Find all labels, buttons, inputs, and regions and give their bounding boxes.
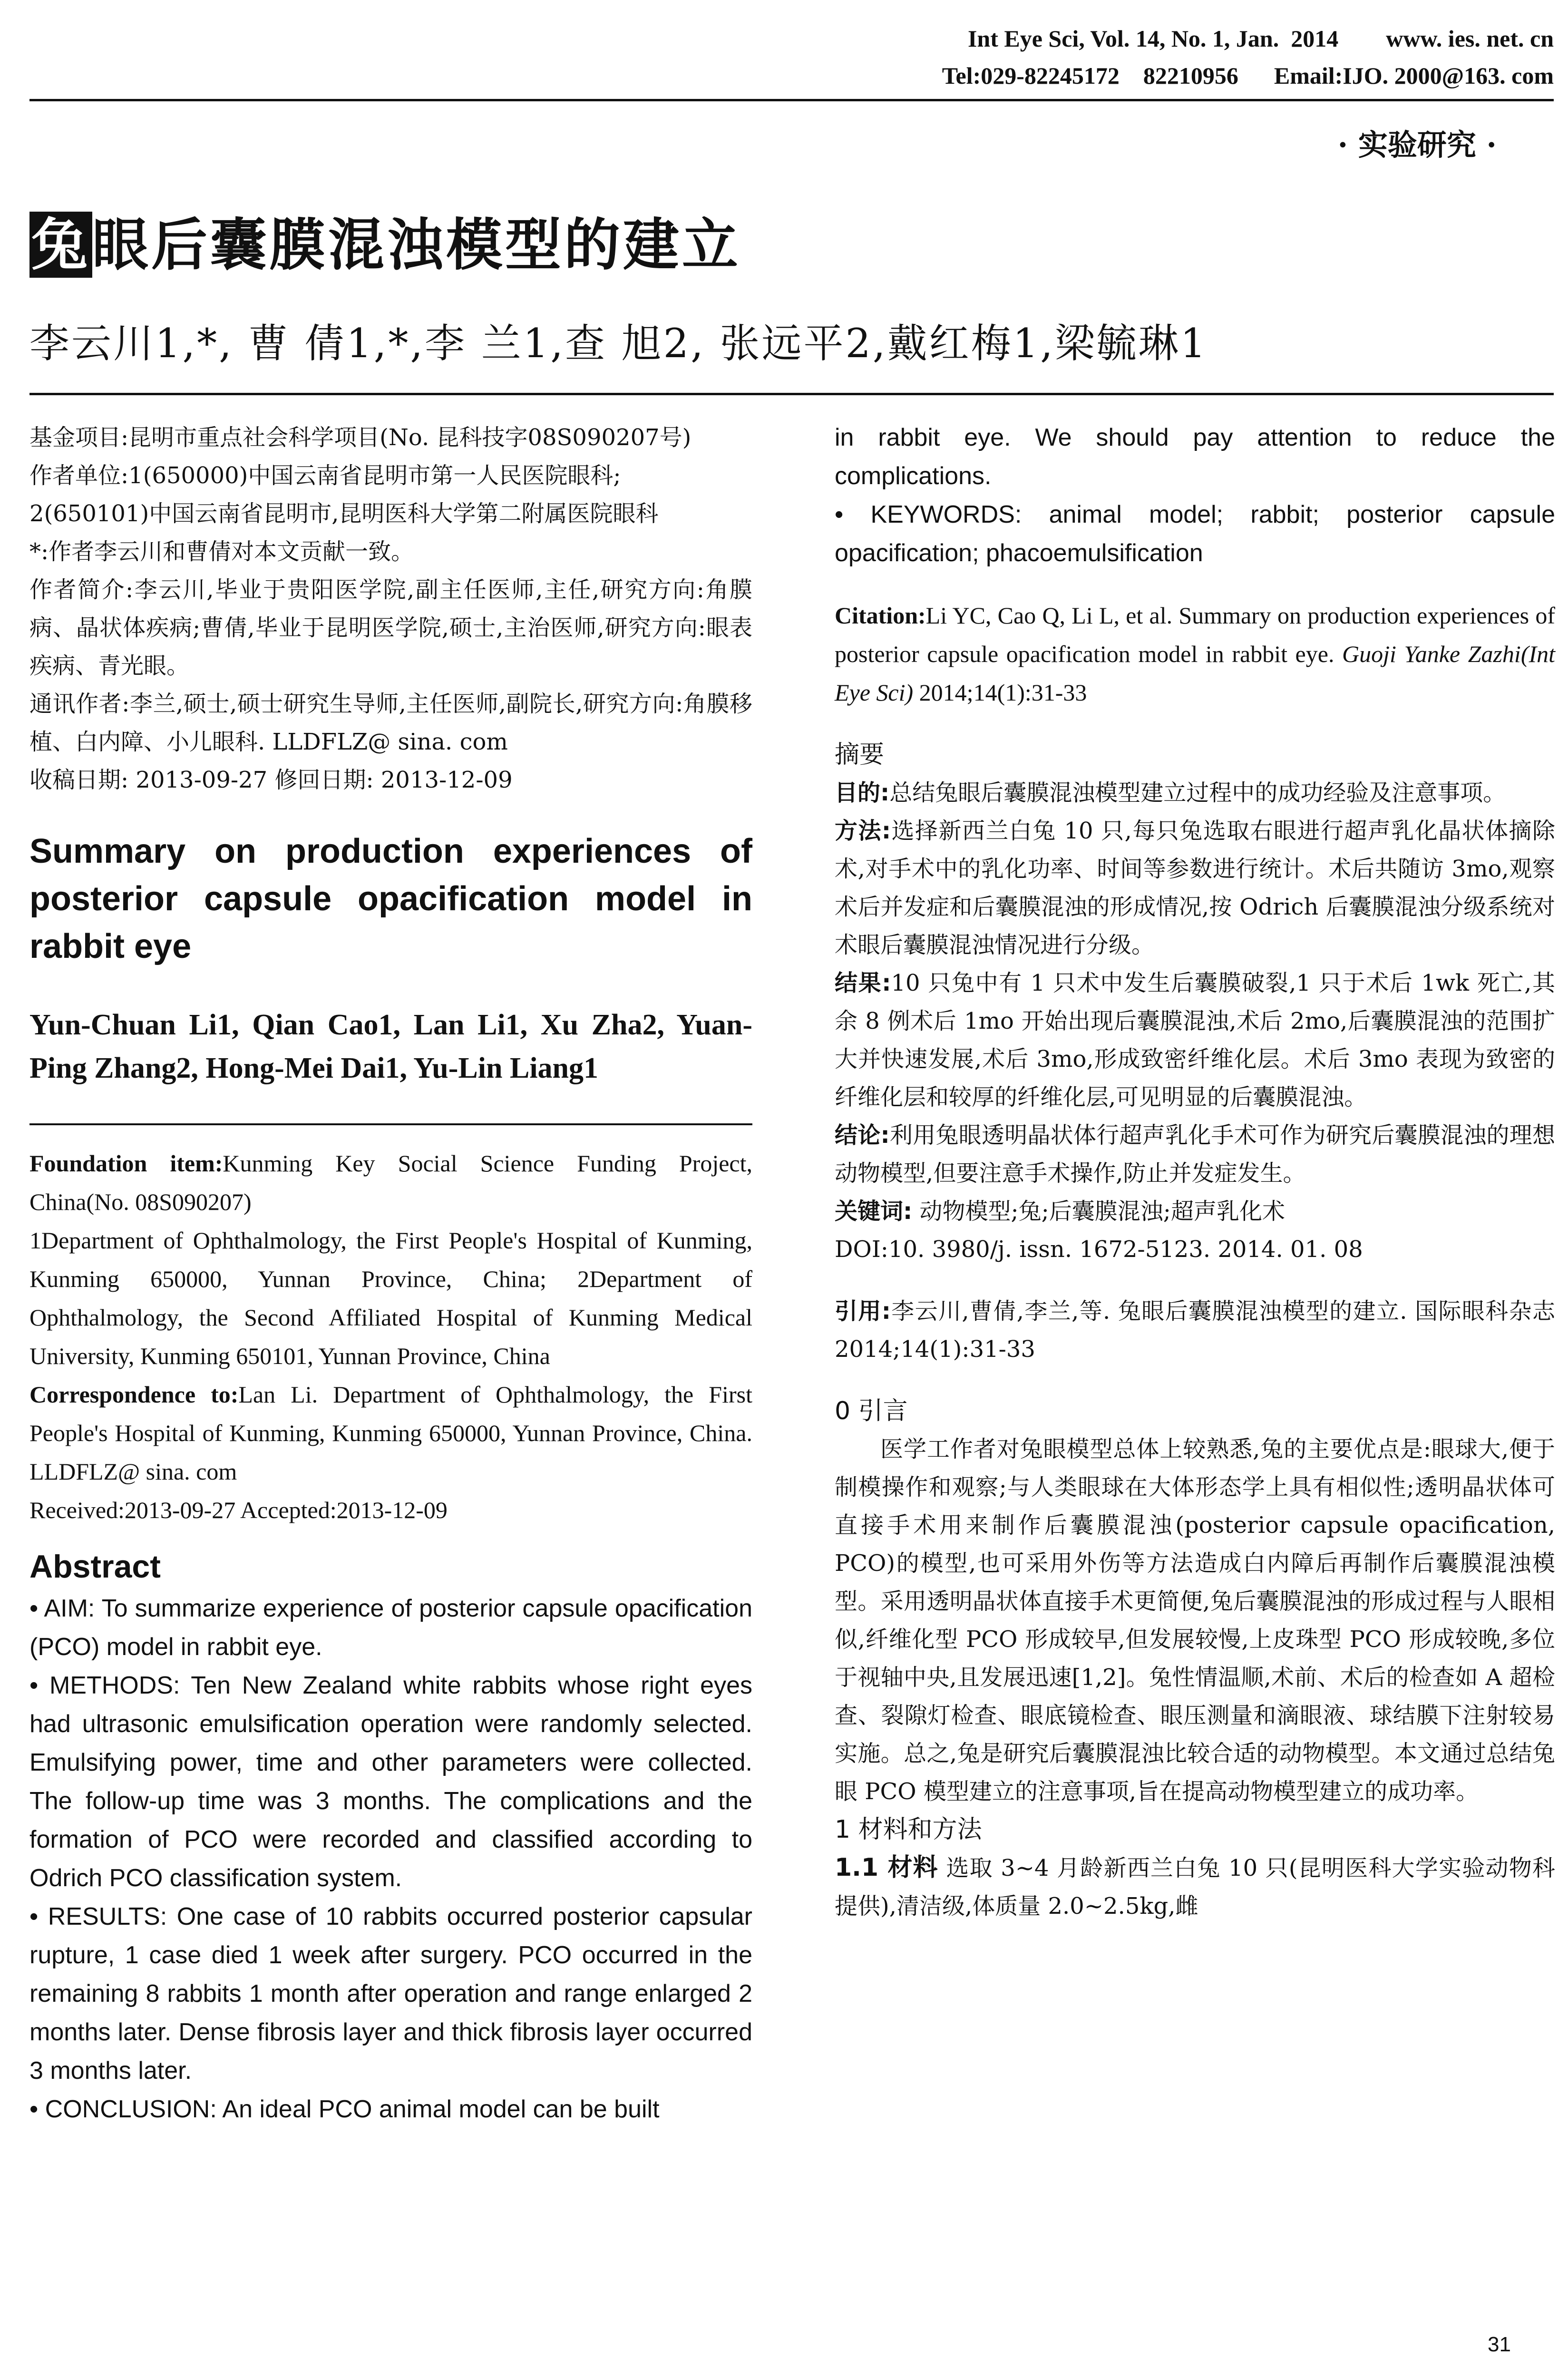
conclusion-label: 结论:	[835, 1122, 890, 1149]
cite-text: 李云川,曹倩,李兰,等. 兔眼后囊膜混浊模型的建立. 国际眼科杂志 2014;14(1):31-33	[835, 1298, 1555, 1363]
citation-journal: Guoji Yanke Zazhi(Int Eye Sci)	[835, 641, 1556, 706]
correspondence-en	[29, 1375, 752, 1491]
foundation-label: Foundation item:	[29, 1150, 223, 1177]
column-rule	[29, 1123, 752, 1125]
correspondence-cn: 通讯作者:李兰,硕士,硕士研究生导师,主任医师,副院长,研究方向:角膜移植、白内障、小儿眼科. LLDFLZ@ sina. com	[29, 691, 752, 755]
right-column	[835, 419, 1555, 1925]
citation-label: Citation:	[835, 602, 926, 629]
author-unit-3: *:作者李云川和曹倩对本文贡献一致。	[29, 538, 414, 565]
methods-text: 选择新西兰白兔 10 只,每只兔选取右眼进行超声乳化晶状体摘除术,对手术中的乳化功率、时间等参数进行统计。术后共随访 3mo,观察术后并发症和后囊膜混浊的形成情况,按 Odrich 后囊膜混浊分级系统对术眼后囊膜混浊情况进行分级。	[835, 818, 1556, 958]
cite-cn	[835, 1292, 1555, 1368]
section-1-1	[835, 1849, 1555, 1925]
keywords-label: 关键词:	[835, 1198, 913, 1225]
abstract-results: • RESULTS: One case of 10 rabbits occurred posterior capsular rupture, 1 case died 1 week after surgery. PCO occurred in the remaining 8 rabbits 1 month after operation and range enlarged 2 months later. Dense fibrosis layer and thick fibrosis layer occurred 3 months later.	[29, 1903, 752, 2085]
doi: DOI:10. 3980/j. issn. 1672-5123. 2014. 01. 08	[835, 1236, 1363, 1263]
section-1-1-label: 1.1 材料	[835, 1853, 938, 1882]
citation-tail: 2014;14(1):31-33	[919, 679, 1087, 706]
correspondence-text: Lan Li. Department of Ophthalmology, the First People's Hospital of Kunming, Kunming 650000, Yunnan Province, China. LLDFLZ@ sina. com	[29, 1381, 753, 1485]
authors-cn: 李云川1,*, 曹 倩1,*,李 兰1,查 旭2, 张远平2,戴红梅1,梁毓琳1	[29, 320, 1208, 367]
header-rule	[29, 99, 1554, 101]
foundation-item-en	[29, 1144, 752, 1221]
intro-heading: 0 引言	[835, 1397, 908, 1425]
abstract-cn-keywords	[835, 1192, 1555, 1230]
abstract-cn-heading: 摘要	[835, 740, 885, 769]
aim-text: 总结兔眼后囊膜混浊模型建立过程中的成功经验及注意事项。	[889, 779, 1506, 806]
author-unit-1: 作者单位:1(650000)中国云南省昆明市第一人民医院眼科;	[29, 462, 621, 489]
abstract-cn-methods	[835, 812, 1555, 964]
citation-text: Li YC, Cao Q, Li L, et al. Summary on production experiences of posterior capsule opacification model in rabbit eye.	[835, 602, 1555, 667]
journal-contact-line: Tel:029-82245172 82210956 Email:IJO. 2000@163. com	[942, 62, 1554, 89]
english-title: Summary on production experiences of posterior capsule opacification model in rabbit eye	[29, 832, 752, 965]
methods-label: 方法:	[835, 818, 891, 844]
abstract-conclusion: • CONCLUSION: An ideal PCO animal model can be built	[29, 2095, 660, 2123]
fund-item: 基金项目:昆明市重点社会科学项目(No. 昆科技字08S090207号)	[29, 424, 691, 451]
abstract-conclusion-cont: in rabbit eye. We should pay attention to reduce the complications.	[835, 424, 1555, 490]
dates-cn: 收稿日期: 2013-09-27 修回日期: 2013-12-09	[29, 767, 513, 793]
citation-en	[835, 596, 1555, 712]
title-rest: 眼后囊膜混浊模型的建立	[92, 212, 741, 278]
departments-en: 1Department of Ophthalmology, the First People's Hospital of Kunming, Kunming 650000, Yunnan Province, China; 2Department of Ophthalmology, the Second Affiliated Hospital of Kunming Medical University, Kunming 650101, Yunnan Province, China	[29, 1227, 752, 1369]
section-tag: · 实验研究 ·	[1337, 127, 1497, 162]
left-column	[29, 419, 752, 2129]
received-accepted: Received:2013-09-27 Accepted:2013-12-09	[29, 1497, 448, 1523]
aim-label: 目的:	[835, 779, 890, 806]
author-unit-2: 2(650101)中国云南省昆明市,昆明医科大学第二附属医院眼科	[29, 500, 659, 527]
english-authors: Yun-Chuan Li1, Qian Cao1, Lan Li1, Xu Zha2, Yuan-Ping Zhang2, Hong-Mei Dai1, Yu-Lin Liang1	[29, 1009, 752, 1084]
journal-info-line: Int Eye Sci, Vol. 14, No. 1, Jan. 2014 www. ies. net. cn	[967, 25, 1554, 52]
section-1-heading: 1 材料和方法	[835, 1815, 982, 1844]
keywords-text: 动物模型;兔;后囊膜混浊;超声乳化术	[912, 1198, 1285, 1225]
abstract-cn-aim	[835, 774, 1555, 812]
abstract-cn-conclusion	[835, 1116, 1555, 1192]
page-number: 31	[1488, 2333, 1511, 2356]
title-first-char: 兔	[29, 212, 92, 278]
results-label: 结果:	[835, 970, 891, 996]
correspondence-label: Correspondence to:	[29, 1381, 239, 1408]
author-bio: 作者简介:李云川,毕业于贵阳医学院,副主任医师,主任,研究方向:角膜病、晶状体疾病;曹倩,毕业于昆明医学院,硕士,主治医师,研究方向:眼表疾病、青光眼。	[29, 576, 752, 679]
abstract-keywords: • KEYWORDS: animal model; rabbit; posterior capsule opacification; phacoemulsification	[835, 501, 1555, 567]
foundation-text: Kunming Key Social Science Funding Project, China(No. 08S090207)	[29, 1150, 752, 1215]
cite-label: 引用:	[835, 1298, 891, 1325]
intro-paragraph: 医学工作者对兔眼模型总体上较熟悉,兔的主要优点是:眼球大,便于制模操作和观察;与人类眼球在大体形态学上具有相似性;透明晶状体可直接手术用来制作后囊膜混浊(posterior capsule opacification, PCO)的模型,也可采用外伤等方法造成白内障后再制作后囊膜混浊模型。采用透明晶状体直接手术更简便,兔后囊膜混浊的形成过程与人眼相似,纤维化型 PCO 形成较早,但发展较慢,上皮珠型 PCO 形成较晚,多位于视轴中央,且发展迅速[1,2]。兔性情温顺,术前、术后的检查如 A 超检查、裂隙灯检查、眼底镜检查、眼压测量和滴眼液、球结膜下注射较易实施。总之,兔是研究后囊膜混浊比较合适的动物模型。本文通过总结兔眼 PCO 模型建立的注意事项,旨在提高动物模型建立的成功率。	[835, 1436, 1555, 1805]
section-1-1-text: 选取 3~4 月龄新西兰白兔 10 只(昆明医科大学实验动物科提供),清洁级,体质量 2.0~2.5kg,雌	[835, 1855, 1555, 1919]
abstract-cn-results	[835, 964, 1555, 1116]
abstract-heading: Abstract	[29, 1549, 161, 1585]
abstract-aim: • AIM: To summarize experience of posterior capsule opacification (PCO) model in rabbit eye.	[29, 1595, 752, 1661]
abstract-methods: • METHODS: Ten New Zealand white rabbits whose right eyes had ultrasonic emulsification operation were randomly selected. Emulsifying power, time and other parameters were collected. The follow-up time was 3 months. The complications and the formation of PCO were recorded and classified according to Odrich PCO classification system.	[29, 1672, 752, 1892]
article-title	[29, 200, 741, 281]
results-text: 10 只兔中有 1 只术中发生后囊膜破裂,1 只于术后 1wk 死亡,其余 8 例术后 1mo 开始出现后囊膜混浊,术后 2mo,后囊膜混浊的范围扩大并快速发展,术后 3mo,形成致密纤维化层。术后 3mo 表现为致密的纤维化层和较厚的纤维化层,可见明显的后囊膜混浊。	[835, 970, 1555, 1111]
authors-rule	[29, 393, 1554, 395]
conclusion-text: 利用兔眼透明晶状体行超声乳化手术可作为研究后囊膜混浊的理想动物模型,但要注意手术操作,防止并发症发生。	[835, 1122, 1555, 1187]
